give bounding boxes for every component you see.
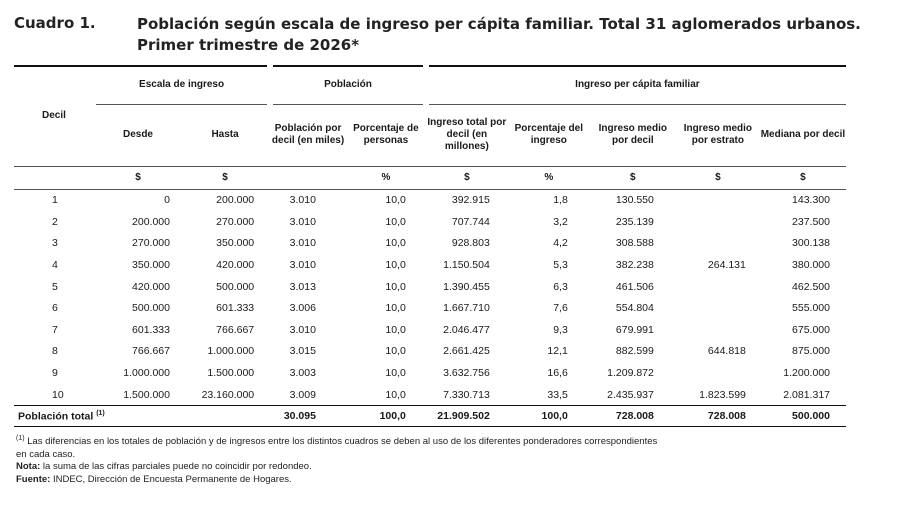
cell-pob: 3.015: [289, 345, 316, 358]
cell-ing_total: 1.150.504: [443, 259, 490, 272]
cell-desde: 1.000.000: [123, 367, 170, 380]
table-row: [14, 297, 846, 319]
title-line-1: Población según escala de ingreso per cápita familiar. Total 31 aglomerados urbanos.: [137, 15, 861, 33]
table-body: [14, 189, 846, 406]
unit-cell: %: [508, 166, 590, 189]
cell-pob: 3.010: [289, 259, 316, 272]
cell-medio: 308.588: [615, 237, 654, 250]
table-row: [14, 384, 846, 406]
cell-mediana: 875.000: [792, 345, 830, 358]
cell-pct: 10,0: [385, 302, 406, 315]
unit-cell: $: [760, 166, 846, 189]
cell-mediana: 300.138: [792, 237, 830, 250]
cell-estrato: [676, 189, 760, 211]
col-ing-total: Ingreso total por decil (en millones): [427, 117, 507, 152]
table-row: [14, 233, 846, 255]
cell-pct: 10,0: [385, 367, 406, 380]
cell-pct: 10,0: [385, 323, 406, 336]
cell-pct_ing: 33,5: [547, 388, 568, 401]
cell-decil: 3: [52, 237, 58, 250]
cell-mediana: 237.500: [792, 215, 830, 228]
header-ingreso: Ingreso per cápita familiar: [426, 66, 846, 104]
col-pct-ingreso: Porcentaje del ingreso: [514, 123, 583, 146]
cell-medio: 554.804: [615, 302, 654, 315]
cell-pct: 10,0: [385, 280, 406, 293]
cell-pob: 3.003: [289, 367, 316, 380]
total-mediana: 500.000: [760, 406, 846, 427]
table-row: [14, 319, 846, 341]
cell-pob: 3.010: [289, 237, 316, 250]
cell-desde: 1.500.000: [123, 388, 170, 401]
cell-ing_total: 2.046.477: [443, 323, 490, 336]
cell-hasta: 601.333: [216, 302, 255, 315]
cell-desde: 500.000: [132, 302, 170, 315]
cell-desde: 200.000: [132, 215, 170, 228]
cell-estrato: [676, 233, 760, 255]
cell-medio: 882.599: [615, 345, 654, 358]
cell-hasta: 350.000: [216, 237, 255, 250]
units-row: [14, 166, 846, 189]
cell-pct_ing: 9,3: [553, 323, 568, 336]
cell-estrato: 1.823.599: [699, 388, 746, 401]
total-ing-total: 21.909.502: [426, 406, 508, 427]
header-decil: Decil: [42, 110, 66, 122]
cell-mediana: 143.300: [792, 194, 830, 207]
cell-decil: 2: [52, 215, 58, 228]
cell-decil: 5: [52, 280, 58, 293]
cell-desde: 0: [164, 194, 170, 207]
cell-desde: 420.000: [132, 280, 170, 293]
cell-pct_ing: 5,3: [553, 259, 568, 272]
cell-pob: 3.010: [289, 215, 316, 228]
cell-pct: 10,0: [385, 194, 406, 207]
cell-medio: 1.209.872: [607, 367, 654, 380]
unit-cell: $: [590, 166, 676, 189]
cell-estrato: [676, 297, 760, 319]
cell-decil: 6: [52, 302, 58, 315]
cell-medio: 679.991: [615, 323, 654, 336]
cell-hasta: 200.000: [216, 194, 255, 207]
cell-mediana: 1.200.000: [783, 367, 830, 380]
col-ing-medio-decil: Ingreso medio por decil: [598, 123, 667, 146]
cell-estrato: 264.131: [707, 259, 746, 272]
total-medio: 728.008: [590, 406, 676, 427]
unit-cell: %: [346, 166, 426, 189]
cell-ing_total: 1.390.455: [443, 280, 490, 293]
cell-hasta: 500.000: [216, 280, 255, 293]
cuadro-label: Cuadro 1.: [14, 14, 96, 32]
total-pct-ing: 100,0: [508, 406, 590, 427]
header-escala: Escala de ingreso: [96, 66, 270, 104]
cell-ing_total: 3.632.756: [443, 367, 490, 380]
cell-pct: 10,0: [385, 345, 406, 358]
note-fuente: Fuente: INDEC, Dirección de Encuesta Permanente de Hogares.: [16, 473, 292, 485]
cell-pct_ing: 6,3: [553, 280, 568, 293]
cell-hasta: 1.000.000: [207, 345, 255, 358]
cell-medio: 2.435.937: [607, 388, 654, 401]
unit-cell: $: [676, 166, 760, 189]
cell-pob: 3.013: [289, 280, 316, 293]
cell-decil: 10: [52, 388, 64, 401]
total-row: [14, 406, 846, 427]
cell-pct_ing: 12,1: [547, 345, 568, 358]
cell-decil: 7: [52, 323, 58, 336]
cell-pct_ing: 4,2: [553, 237, 568, 250]
total-pob: 30.095: [270, 406, 346, 427]
total-pct: 100,0: [346, 406, 426, 427]
cell-decil: 9: [52, 367, 58, 380]
col-ing-medio-estrato: Ingreso medio por estrato: [683, 123, 753, 146]
cell-mediana: 675.000: [792, 323, 830, 336]
cell-medio: 461.506: [615, 280, 654, 293]
cell-hasta: 1.500.000: [207, 367, 255, 380]
cell-pct: 10,0: [385, 237, 406, 250]
cell-desde: 270.000: [132, 237, 170, 250]
cell-pob: 3.010: [289, 323, 316, 336]
note-1: $^{(1)}$ Las diferencias en los totales de población y de ingresos entre los distintos cuadros se deben al uso de los diferentes ponderadores correspondientes en cada caso.: [16, 435, 658, 460]
cell-desde: 766.667: [132, 345, 170, 358]
cell-estrato: 644.818: [707, 345, 746, 358]
notes-block: [16, 433, 846, 486]
unit-cell: $: [426, 166, 508, 189]
table-row: [14, 189, 846, 211]
title-line-2: Primer trimestre de 2026*: [137, 36, 360, 54]
cell-pct_ing: 1,8: [553, 194, 568, 207]
cell-pct_ing: 16,6: [547, 367, 568, 380]
cell-ing_total: 707.744: [451, 215, 490, 228]
cell-pct_ing: 7,6: [553, 302, 568, 315]
cell-ing_total: 928.803: [451, 237, 490, 250]
cell-pct_ing: 3,2: [553, 215, 568, 228]
col-hasta: Hasta: [211, 129, 239, 140]
page-title: [137, 14, 887, 56]
cell-hasta: 23.160.000: [201, 388, 255, 401]
cell-mediana: 555.000: [792, 302, 830, 315]
col-mediana: Mediana por decil: [760, 129, 846, 140]
cell-hasta: 270.000: [216, 215, 255, 228]
cell-estrato: [676, 362, 760, 384]
unit-cell: $: [96, 166, 180, 189]
total-estrato: 728.008: [676, 406, 760, 427]
cell-pob: 3.006: [289, 302, 316, 315]
table-row: [14, 362, 846, 384]
total-label: Población total $^{(1)}$: [14, 406, 270, 427]
cell-estrato: [676, 319, 760, 341]
cell-mediana: 2.081.317: [783, 388, 830, 401]
cell-pob: 3.009: [289, 388, 316, 401]
header-poblacion: Población: [270, 66, 426, 104]
cell-ing_total: 7.330.713: [443, 388, 490, 401]
cell-pob: 3.010: [289, 194, 316, 207]
table-row: [14, 254, 846, 276]
cell-ing_total: 392.915: [451, 194, 490, 207]
cell-medio: 235.139: [615, 215, 654, 228]
cell-pct: 10,0: [385, 388, 406, 401]
cell-decil: 8: [52, 345, 58, 358]
cell-hasta: 766.667: [216, 323, 255, 336]
table-row: [14, 341, 846, 363]
income-distribution-table: [14, 65, 846, 427]
cell-estrato: [676, 211, 760, 233]
unit-cell: $: [180, 166, 270, 189]
table-row: [14, 211, 846, 233]
cell-mediana: 462.500: [792, 280, 830, 293]
cell-decil: 4: [52, 259, 58, 272]
col-desde: Desde: [122, 129, 153, 140]
cell-medio: 382.238: [615, 259, 654, 272]
note-nota: Nota: la suma de las cifras parciales puede no coincidir por redondeo.: [16, 461, 312, 473]
col-pob-decil: Población por decil (en miles): [271, 123, 345, 146]
cell-pct: 10,0: [385, 259, 406, 272]
cell-ing_total: 1.667.710: [443, 302, 490, 315]
unit-cell: [270, 166, 346, 189]
cell-medio: 130.550: [615, 194, 654, 207]
cell-pct: 10,0: [385, 215, 406, 228]
table-row: [14, 276, 846, 298]
cell-hasta: 420.000: [216, 259, 255, 272]
cell-estrato: [676, 276, 760, 298]
cell-decil: 1: [52, 194, 58, 207]
cell-desde: 601.333: [132, 323, 170, 336]
cell-desde: 350.000: [132, 259, 170, 272]
cell-mediana: 380.000: [792, 259, 830, 272]
col-pct-personas: Porcentaje de personas: [353, 123, 419, 146]
cell-ing_total: 2.661.425: [443, 345, 490, 358]
